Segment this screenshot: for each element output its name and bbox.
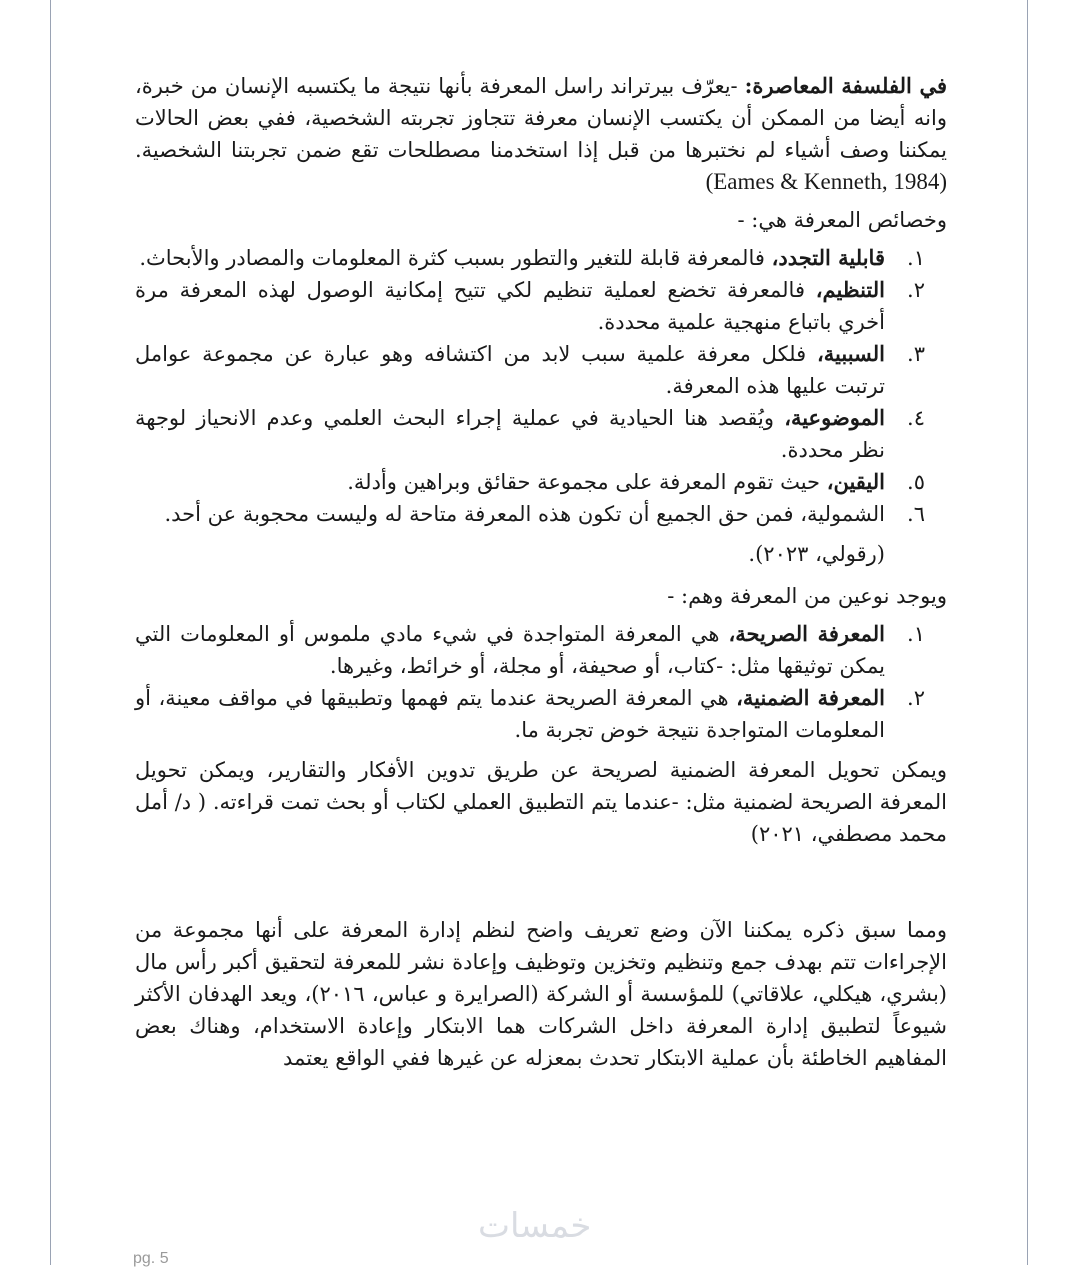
list-number: ٢. [907,278,925,302]
list-item [135,338,947,402]
list-text: الشمولية، فمن حق الجميع أن تكون هذه المعرفة متاحة له وليست محجوبة عن أحد. [164,502,885,526]
conclusion-paragraph: ومما سبق ذكره يمكننا الآن وضع تعريف واضح لنظم إدارة المعرفة على أنها مجموعة من الإجراءات تتم بهدف جمع وتنظيم وتخزين وتوظيف وإعادة نشر للمعرفة لتحقيق أكبر رأس مال (بشري، هيكلي، علاقاتي) للمؤسسة أو الشركة (الصرايرة و عباس، ٢٠١٦)، ويعد الهدفان الأكثر شيوعاً لتطبيق إدارة المعرفة داخل الشركات هما الابتكار وإعادة الاستخدام، وهناك بعض المفاهيم الخاطئة بأن عملية الابتكار تحدث بمعزله عن غيرها ففي الواقع يعتمد [135,918,947,1070]
conversion-paragraph: ويمكن تحويل المعرفة الضمنية لصريحة عن طريق تدوين الأفكار والتقارير، ويمكن تحويل المعرفة الصريحة لضمنية مثل: -عندما يتم التطبيق العملي لكتاب أو بحث تمت قراءته. ( د/ أمل محمد مصطفي، ٢٠٢١) [135,758,947,846]
spacer [135,856,947,914]
list-number: ٣. [907,342,925,366]
watermark-logo: خمسات [478,1206,592,1246]
list-number: ١. [907,246,925,270]
list-term: قابلية التجدد، [771,245,885,270]
list-item [135,466,947,498]
list-item [135,274,947,338]
characteristics-citation: (رقولي، ٢٠٢٣). [748,542,885,566]
list-term: المعرفة الضمنية، [736,685,885,710]
list-term: التنظيم، [815,277,885,302]
list-text: هي المعرفة الصريحة عندما يتم فهمها وتطبيقها في مواقف معينة، أو المعلومات المتواجدة نتيجة خوض تجربة ما. [135,686,885,742]
list-item [135,618,947,682]
list-text: حيث تقوم المعرفة على مجموعة حقائق وبراهين وأدلة. [347,470,827,494]
list-text: فالمعرفة قابلة للتغير والتطور بسبب كثرة المعلومات والمصادر والأبحاث. [139,246,772,270]
list-text: فلكل معرفة علمية سبب لابد من اكتشافه وهو عبارة عن مجموعة عوامل ترتبت عليها هذه المعرفة. [135,342,885,398]
intro-paragraph [135,70,947,198]
list-number: ٥. [907,470,925,494]
intro-label: في الفلسفة المعاصرة: [744,73,947,98]
list-text: هي المعرفة المتواجدة في شيء مادي ملموس أو المعلومات التي يمكن توثيقها مثل: -كتاب، أو صحيفة، أو مجلة، أو خرائط، وغيرها. [135,622,885,678]
list-number: ١. [907,622,925,646]
page-number: pg. 5 [133,1250,169,1267]
list-number: ٢. [907,686,925,710]
list-number: ٦. [907,502,925,526]
types-list [135,618,947,746]
characteristics-list [135,242,947,530]
list-term: السببية، [816,341,885,366]
list-term: الموضوعية، [784,405,885,430]
list-item [135,242,947,274]
intro-text: -يعرّف بيرتراند راسل المعرفة بأنها نتيجة ما يكتسبه الإنسان من خبرة، وانه أيضا من الممكن أن يكتسب الإنسان معرفة تتجاوز تجربته الشخصية، ففي بعض الحالات يمكننا وصف أشياء لم نختبرها من قبل إذا استخدمنا مصطلحات تقع ضمن تجربتنا الشخصية. [135,74,947,162]
list-item [135,402,947,466]
document-body [135,70,947,1080]
list-text: فالمعرفة تخضع لعملية تنظيم لكي تتيح إمكانية الوصول لهذه المعرفة مرة أخري باتباع منهجية علمية محددة. [135,278,885,334]
list-text: ويُقصد هنا الحيادية في عملية إجراء البحث العلمي وعدم الانحياز لوجهة نظر محددة. [135,406,885,462]
list-number: ٤. [907,406,925,430]
list-term: المعرفة الصريحة، [728,621,885,646]
list-term: اليقين، [826,469,885,494]
list-item [135,498,947,530]
types-heading: ويوجد نوعين من المعرفة وهم: - [667,584,947,608]
list-item [135,682,947,746]
intro-citation: (Eames & Kenneth, 1984) [705,169,947,194]
characteristics-heading: وخصائص المعرفة هي: - [737,208,947,232]
